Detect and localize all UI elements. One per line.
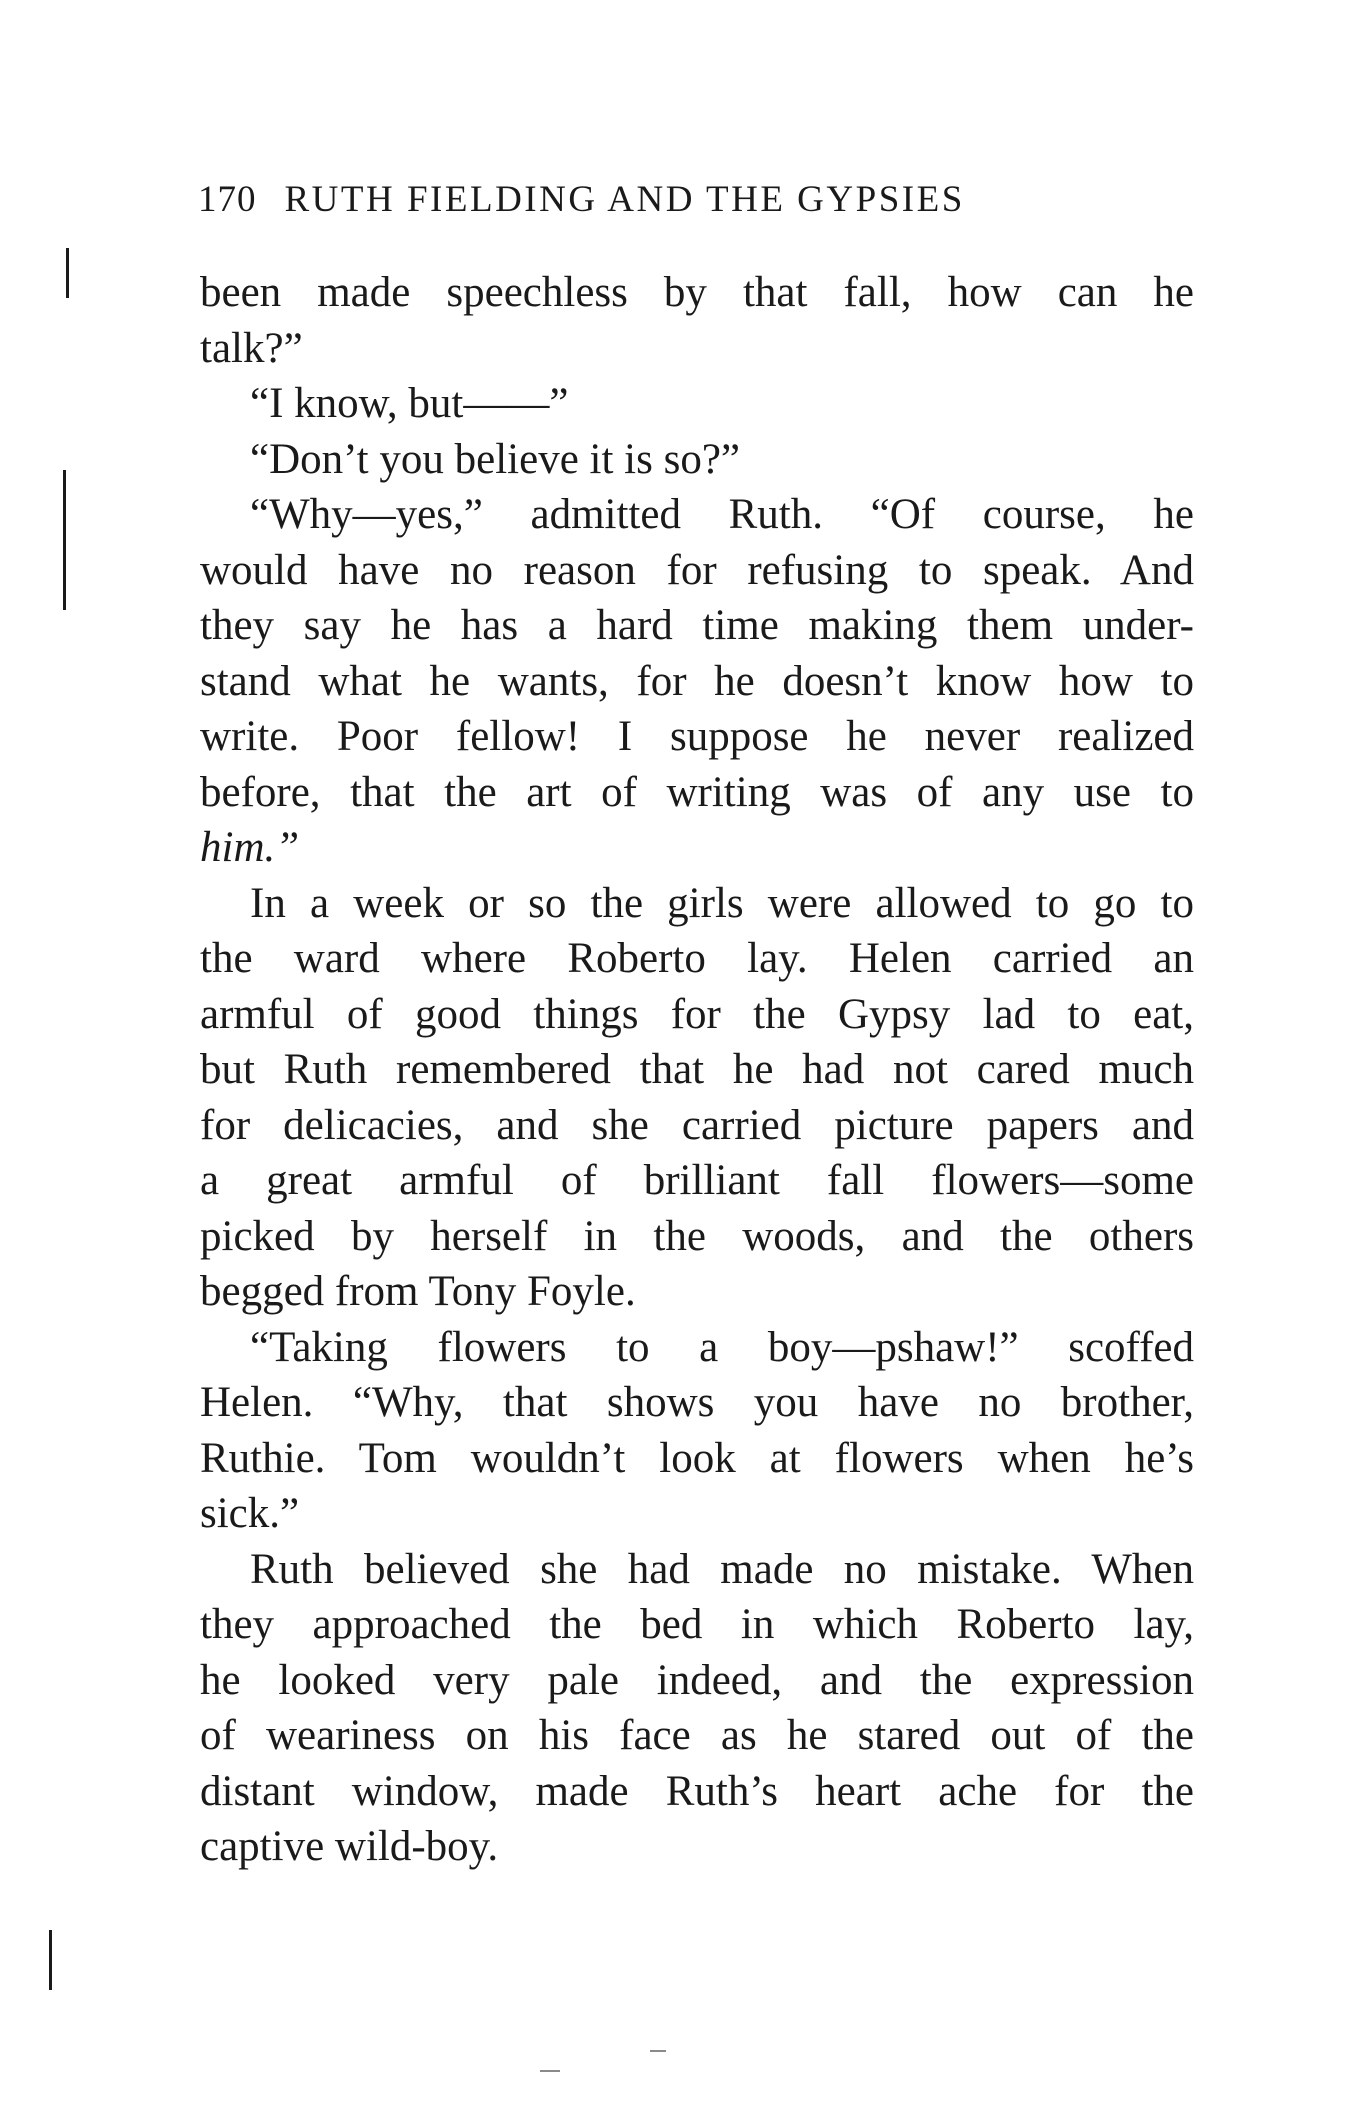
margin-mark: [49, 1930, 52, 1990]
text-line: “I know, but——”: [250, 380, 569, 427]
text-line: “Why—yes,” admitted Ruth. “Of course, he: [250, 491, 1194, 538]
running-title: RUTH FIELDING AND THE GYPSIES: [284, 179, 965, 220]
text-line: armful of good things for the Gypsy lad to eat,: [200, 990, 1194, 1038]
text-line: distant window, made Ruth’s heart ache for the: [200, 1767, 1194, 1815]
text-line: they approached the bed in which Roberto lay,: [200, 1601, 1194, 1648]
text-line: In a week or so the girls were allowed to go to: [250, 879, 1194, 927]
text-line: him.”: [200, 824, 300, 871]
text-line: but Ruth remembered that he had not cared much: [200, 1046, 1194, 1093]
text-line: of weariness on his face as he stared out of the: [200, 1712, 1194, 1759]
text-line: been made speechless by that fall, how can he: [200, 269, 1194, 316]
running-head: [198, 178, 1198, 221]
text-line: the ward where Roberto lay. Helen carried an: [200, 935, 1194, 982]
text-line: Ruthie. Tom wouldn’t look at flowers when he’s: [200, 1434, 1194, 1482]
text-line: a great armful of brilliant fall flowers—some: [200, 1157, 1194, 1204]
text-line: sick.”: [200, 1490, 300, 1537]
text-line: he looked very pale indeed, and the expression: [200, 1656, 1194, 1704]
margin-mark: [63, 470, 66, 610]
margin-mark: [66, 248, 69, 298]
text-line: would have no reason for refusing to speak. And: [200, 546, 1194, 594]
text-line: “Taking flowers to a boy—pshaw!” scoffed: [250, 1323, 1194, 1371]
scan-speck: [540, 2070, 560, 2072]
text-line: before, that the art of writing was of any use to: [200, 768, 1194, 816]
text-line: Ruth believed she had made no mistake. When: [250, 1545, 1194, 1593]
text-line: captive wild-boy.: [200, 1823, 499, 1870]
body-text: [200, 265, 1194, 1875]
text-line: “Don’t you believe it is so?”: [250, 435, 741, 483]
text-line: talk?”: [200, 324, 303, 372]
text-line: stand what he wants, for he doesn’t know how to: [200, 657, 1194, 705]
text-line: they say he has a hard time making them under-: [200, 602, 1194, 649]
text-line: Helen. “Why, that shows you have no brother,: [200, 1379, 1194, 1426]
text-line: begged from Tony Foyle.: [200, 1268, 636, 1315]
page-number: 170: [198, 179, 257, 220]
text-line: picked by herself in the woods, and the others: [200, 1212, 1194, 1260]
text-line: write. Poor fellow! I suppose he never realized: [200, 713, 1194, 760]
scan-speck: [650, 2050, 666, 2052]
text-line: for delicacies, and she carried picture papers and: [200, 1101, 1194, 1149]
